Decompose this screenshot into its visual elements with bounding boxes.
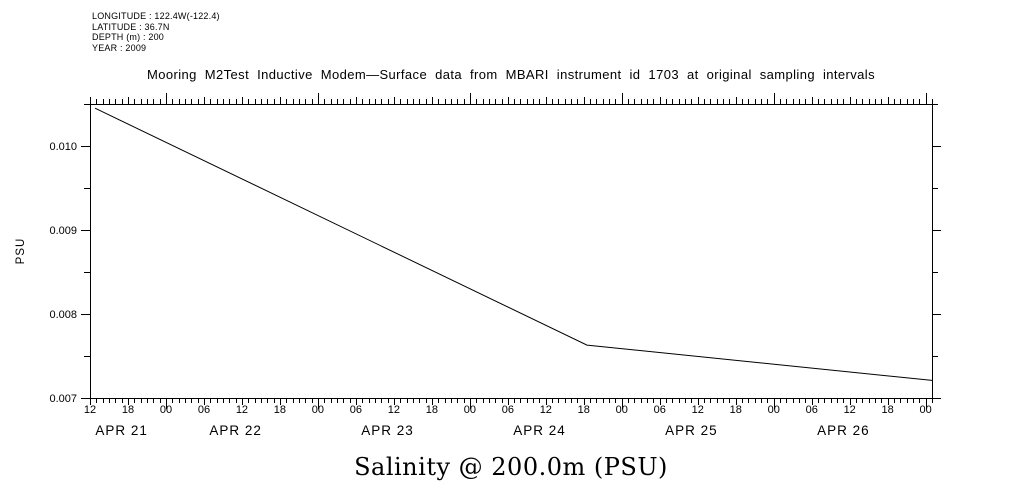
x-tick-label: 12 <box>235 404 249 416</box>
x-day-label: APR 26 <box>817 423 870 438</box>
salinity-series-line <box>95 108 932 380</box>
x-tick-label: 18 <box>577 404 590 416</box>
plot-frame <box>91 105 933 399</box>
x-tick-label: 00 <box>159 404 173 416</box>
x-day-label: APR 21 <box>95 423 148 438</box>
x-tick-label: 06 <box>653 404 666 416</box>
x-tick-label: 12 <box>843 404 856 416</box>
metadata-depth: DEPTH (m) : 200 <box>92 32 165 42</box>
x-tick-label: 00 <box>767 404 780 416</box>
x-tick-label: 12 <box>691 404 704 416</box>
y-tick-label: 0.009 <box>49 225 77 237</box>
x-day-label: APR 22 <box>209 423 262 438</box>
metadata-longitude: LONGITUDE : 122.4W(-122.4) <box>92 11 220 21</box>
x-day-label: APR 23 <box>361 423 414 438</box>
x-tick-label: 06 <box>197 404 211 416</box>
x-tick-label: 06 <box>349 404 363 416</box>
y-tick-label: 0.008 <box>49 309 77 321</box>
x-tick-label: 00 <box>615 404 628 416</box>
y-tick-label: 0.007 <box>49 393 77 405</box>
x-axis-caption: Salinity @ 200.0m (PSU) <box>354 453 668 481</box>
chart-title: Mooring M2Test Inductive Modem—Surface data from MBARI instrument id 1703 at original sampling intervals <box>147 67 875 82</box>
x-tick-label: 18 <box>425 404 438 416</box>
x-day-label: APR 24 <box>513 423 566 438</box>
x-tick-label: 18 <box>729 404 742 416</box>
metadata-year: YEAR : 2009 <box>92 42 147 53</box>
x-tick-label: 18 <box>273 404 287 416</box>
x-tick-label: 12 <box>539 404 552 416</box>
y-tick-label: 0.010 <box>49 141 77 153</box>
x-tick-label: 00 <box>919 404 932 416</box>
x-day-label: APR 25 <box>665 423 718 438</box>
x-tick-label: 06 <box>501 404 514 416</box>
x-tick-label: 06 <box>805 404 818 416</box>
metadata-latitude: LATITUDE : 36.7N <box>92 21 170 32</box>
x-tick-label: 12 <box>83 404 97 416</box>
x-tick-label: 12 <box>387 404 401 416</box>
x-tick-label: 00 <box>463 404 476 416</box>
y-axis-label: PSU <box>15 237 27 265</box>
x-tick-label: 18 <box>881 404 894 416</box>
x-tick-label: 00 <box>311 404 325 416</box>
x-tick-label: 18 <box>121 404 135 416</box>
